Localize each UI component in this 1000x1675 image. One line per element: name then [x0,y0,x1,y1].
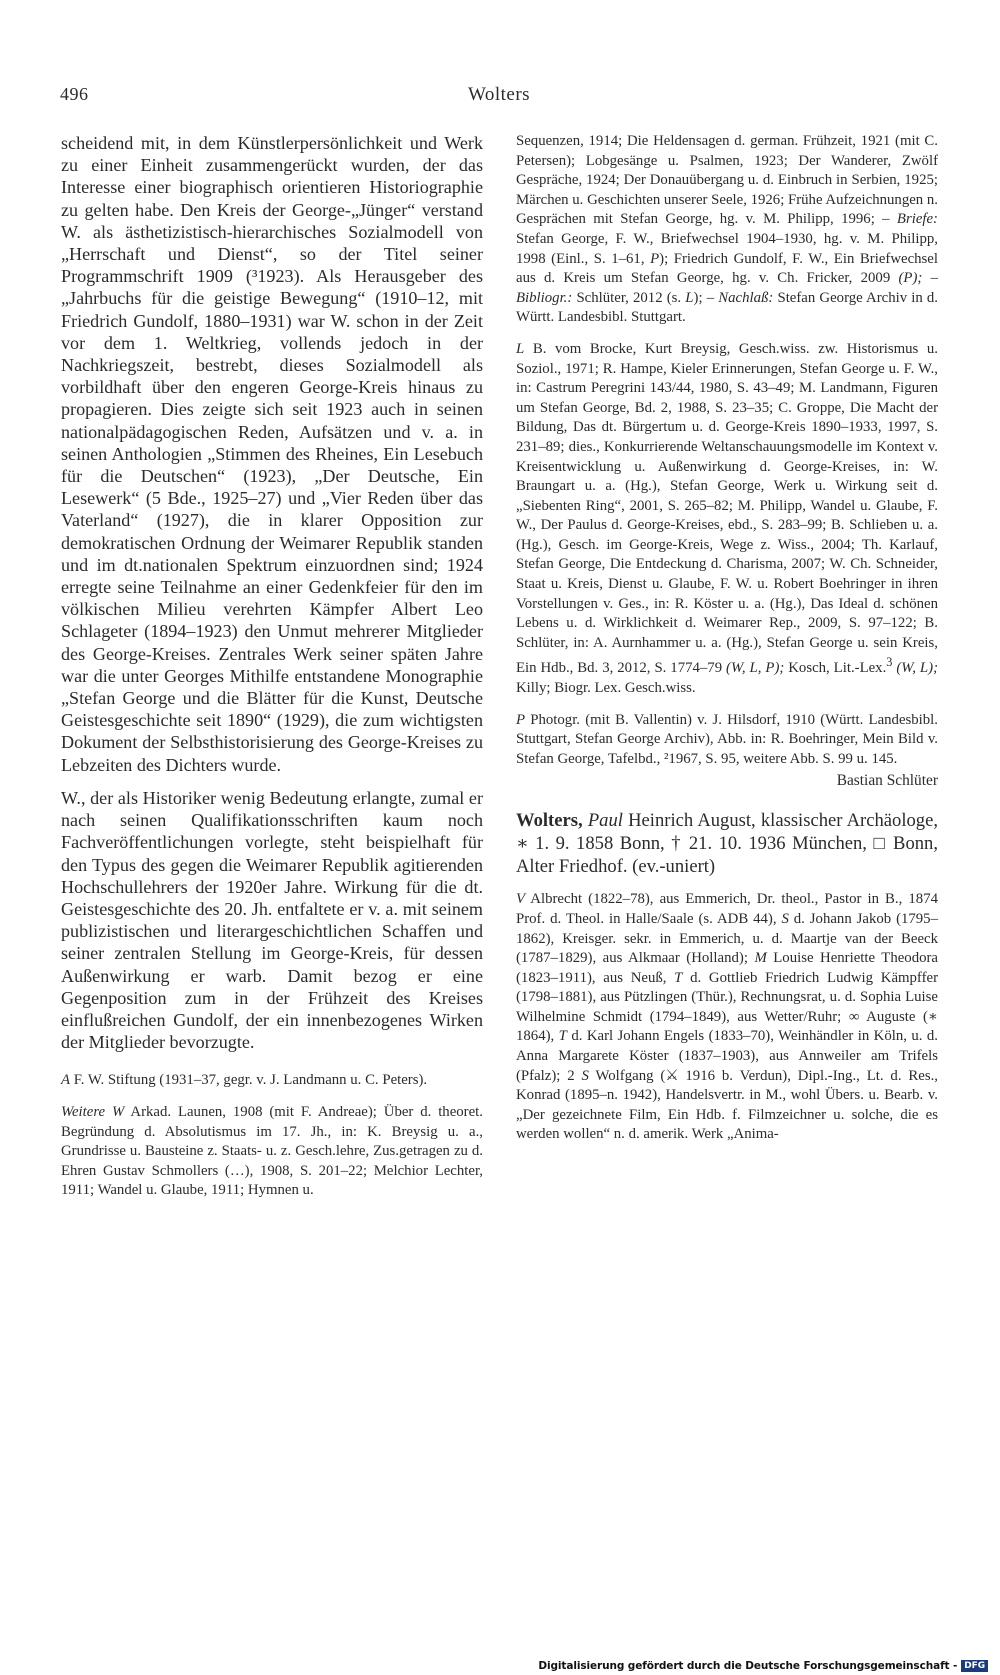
literature-text: Kosch, Lit.-Lex. [784,660,887,677]
works-text-part: – [922,270,938,287]
label-bibliogr: Bibliogr.: [516,289,573,306]
section-label-l: L [516,340,525,357]
running-head: Wolters [467,84,531,105]
label-t: T [558,1028,567,1045]
section-label-weitere-w: Weitere W [61,1103,125,1120]
page-number: 496 [60,84,89,104]
genealogy-text: Albrecht (1822–78), aus Emmerich, Dr. theol., Pastor in B., 1874 Prof. d. Theol. in Halle/Saale (s. ADB 44), [516,891,938,927]
footer-text: Digitalisierung gefördert durch die Deutsche Forschungsgemeinschaft - [538,1660,958,1672]
label-briefe: Briefe: [896,211,938,228]
label-s: S [781,910,789,927]
digitization-footer [538,1660,988,1672]
section-label-a: A [61,1072,71,1089]
entry-surname: Wolters, [516,810,583,832]
genealogy-text: d. Gottlieb Friedrich Ludwig Kämpffer (1798–1881), aus Pützlingen (Thür.), Rechnungsrat, u. d. Sophia Luise Wilhelmine Schmidt (1794–1849), aus Wetter/Ruhr; ∞ Auguste (∗ 1864), [516,969,938,1045]
works-text-part: ); Friedrich Gundolf, F. W., Ein Briefwechsel aus d. Kreis um Stefan George, hg. v. Ch. Fricker, 2009 [516,250,938,287]
section-label-p: P [516,711,526,728]
works-text: Arkad. Launen, 1908 (mit F. Andreae); Über d. theoret. Begründung d. Absolutismus im 17. Jh., in: K. Breysig u. a., Grundrisse u. Bausteine z. Staats- u. z. Gesch.lehre, Zus.getragen zu d. Ehren Gustav Schmollers (…), 1908, S. 201–22; Melchior Lechter, 1911; Wandel u. Glaube, 1911; Hymnen u. [61,1103,483,1199]
portrait-section [516,711,938,770]
label-s: S [581,1067,589,1084]
page-header [60,84,938,110]
left-column [61,132,483,1201]
works-text-part: Stefan George, F. W., Briefwechsel 1904–1930, hg. v. M. Philipp, 1998 (Einl., S. 1–61, [516,230,938,267]
works-text-part: ); – [693,289,719,306]
works-text-part: Sequenzen, 1914; Die Heldensagen d. german. Frühzeit, 1921 (mit C. Petersen); Lobgesänge u. Psalmen, 1923; Der Wanderer, Zwölf Gespräche, 1924; Der Donauübergang u. d. Einbruch in Serbien, 1925; Märchen u. Geschichten unserer Seele, 1926; Frühe Aufzeichnungen n. Gesprächen mit Stefan George, hg. v. M. Philipp, 1996; – [516,133,938,228]
foundation-text: F. W. Stiftung (1931–37, gegr. v. J. Landmann u. C. Peters). [70,1072,428,1089]
marker-l: L [685,289,694,306]
label-t: T [674,969,683,986]
literature-text: Killy; Biogr. Lex. Gesch.wiss. [516,679,696,696]
superscript: 3 [886,655,893,670]
entry-heading-text: Heinrich August, klassischer Archäologe, ∗ 1. 9. 1858 Bonn, † 21. 10. 1936 München, □ Bonn, Alter Friedhof. (ev.-uniert) [516,810,938,878]
body-paragraph-1: scheidend mit, in dem Künstlerpersönlichkeit und Werk zu einer Einheit zusammengerückt wurden, der das Interesse einer biographisch orientieren Historiographie zu gelten habe. Den Kreis der George-„Jünger“ verstand W. als ästhetizistisch-hierarchisches Sozialmodell von „Herrschaft und Dienst“, so der Titel seiner Programmschrift 1909 (³1923). Als Herausgeber des „Jahrbuchs für die geistige Bewegung“ (1910–12, mit Friedrich Gundolf, 1880–1931) war W. schon in der Zeit vor dem 1. Weltkrieg, vollends jedoch in der Nachkriegszeit, bestrebt, dieses Sozialmodell als vorbildhaft über den engeren George-Kreis hinaus zu propagieren. Dies zeigte sich seit 1923 auch in seinen nationalpädagogischen Reden, Aufsätzen und v. a. in seinen Anthologien „Stimmen des Rheines, Ein Lesebuch für die Deutschen“ (1923), „Der Deutsche, Ein Lesewerk“ (5 Bde., 1925–27) und „Vier Reden über das Vaterland“ (1927), die in klarer Opposition zur demokratischen Ordnung der Weimarer Republik standen und im dt.nationalen Spektrum einzuordnen sind; 1924 erregte seine Teilnahme an einer Gedenkfeier für den im völkischen Milieu verehrten Kämpfer Albert Leo Schlageter (1894–1923) den Unmut mehrerer Mitglieder des George-Kreises. Zentrales Werk seiner späten Jahre war die unter Georges Mithilfe entstandene Monographie „Stefan George und die Blätter für die Kunst, Deutsche Geistesgeschichte seit 1890“ (1929), die zum wichtigsten Dokument der Selbsthistorisierung des George-Kreises zu Lebzeiten des Dichters wurde. [61,133,483,775]
article-author: Bastian Schlüter [836,772,938,790]
genealogy-text: d. Karl Johann Engels (1833–70), Weinhändler in Köln, u. d. Anna Margarete Köster (1837–1903), aus Annweiler am Trifels (Pfalz); 2 [516,1028,939,1084]
literature-text: B. vom Brocke, Kurt Breysig, Gesch.wiss. zw. Historismus u. Soziol., 1971; R. Hampe, Kieler Erinnerungen, Stefan George u. F. W., in: Castrum Peregrini 143/44, 1980, S. 43–49; M. Landmann, Figuren um Stefan George, Bd. 2, 1988, S. 23–35; C. Groppe, Die Macht der Bildung, Das dt. Bürgertum u. d. George-Kreis 1890–1933, 1997, S. 231–89; dies., Konkurrierende Weltanschauungsmodelle im Kontext v. Kreisentwicklung u. Außenwirkung d. George-Kreises, in: W. Braungart u. a. (Hg.), Stefan George, Werk u. Wirkung seit d. „Siebenten Ring“, 2001, S. 265–82; M. Philipp, Wandel u. Glaube, F. W., Der Paulus d. George-Kreises, ebd., S. 283–99; B. Schlieben u. a. (Hg.), Gesch. im George-Kreis, Wege z. Wiss., 2004; Th. Karlauf, Stefan George, Die Entdeckung d. Charisma, 2007; W. Ch. Schneider, Staat u. Kreis, Dienst u. Glaube, F. W. u. Robert Boehringer in ihren Vorstellungen v. Ges., in: R. Köster u. a. (Hg.), Das Ideal d. schönen Lebens u. d. Wirklichkeit d. Weimarer Rep., 2009, S. 97–122; B. Schlüter, in: A. Aurnhammer u. a. (Hg.), Stefan George u. sein Kreis, Ein Hdb., Bd. 3, 2012, S. 1774–79 [516,340,938,677]
marker-p: P [650,250,660,267]
body-paragraph-2: W., der als Historiker wenig Bedeutung erlangte, zumal er nach seinen Qualifikationsschriften kaum noch Fachveröffentlichungen vorlegte, steht beispielhaft für den Typus des gegen die Weimarer Republik agitierenden Hochschullehrers der 1920er Jahre. Wirkung für die dt. Geistesgeschichte des 20. Jh. entfaltete er v. a. mit seinem publizistischen und literargeschichtlichen Schaffen und seiner zentralen Stellung im George-Kreis, für dessen Außenwirkung er warb. Damit bezog er eine Gegenposition zum in der Frühzeit des Kreises einflußreichen Gundolf, der ein innenbezogenes Wirken der Mitglieder bevorzugte. [61,787,483,1053]
genealogy-section [516,890,938,1145]
entry-given-name: Paul [587,810,623,832]
label-nachlass: Nachlaß: [718,289,774,306]
literature-section [516,340,938,699]
works-section [61,1103,483,1201]
genealogy-text: Wolfgang (⚔ 1916 b. Verdun), Dipl.-Ing., Lt. d. Res., Konrad (1895–n. 1942), Handelsvertr. in M., wohl Übers. u. Bearb. v. „Der gezeichnete Film, Ein Hdb. f. Filmzeichner u. solche, die es werden wollen“ n. d. amerik. Werk „Anima- [516,1067,938,1143]
dfg-logo: DFG [961,1660,988,1672]
works-text-part: Stefan George Archiv in d. Württ. Landesbibl. Stuttgart. [516,289,938,326]
entry-heading [516,809,938,878]
works-continuation [516,132,938,328]
foundation-section [61,1071,483,1091]
genealogy-text: Louise Henriette Theodora (1823–1911), aus Neuß, [516,950,938,986]
portrait-text: Photogr. (mit B. Vallentin) v. J. Hilsdorf, 1910 (Württ. Landesbibl. Stuttgart, Stefan George Archiv), Abb. in: R. Boehringer, Mein Bild v. Stefan George, Tafelbd., ²1967, S. 95, weitere Abb. S. 99 u. 145. [516,711,938,767]
marker-wlp: (W, L, P); [726,660,785,677]
works-text-part: Schlüter, 2012 (s. [572,289,686,306]
right-column [516,132,938,1145]
marker-wl: (W, L); [892,660,938,677]
marker-p: (P); [898,270,923,287]
genealogy-text: d. Johann Jakob (1795–1862), Kreisger. sekr. in Emmerich, u. d. Maartje van der Beeck (1787–1829), aus Alkmaar (Holland); [516,910,938,967]
label-m: M [754,950,767,967]
section-label-v: V [516,891,526,908]
